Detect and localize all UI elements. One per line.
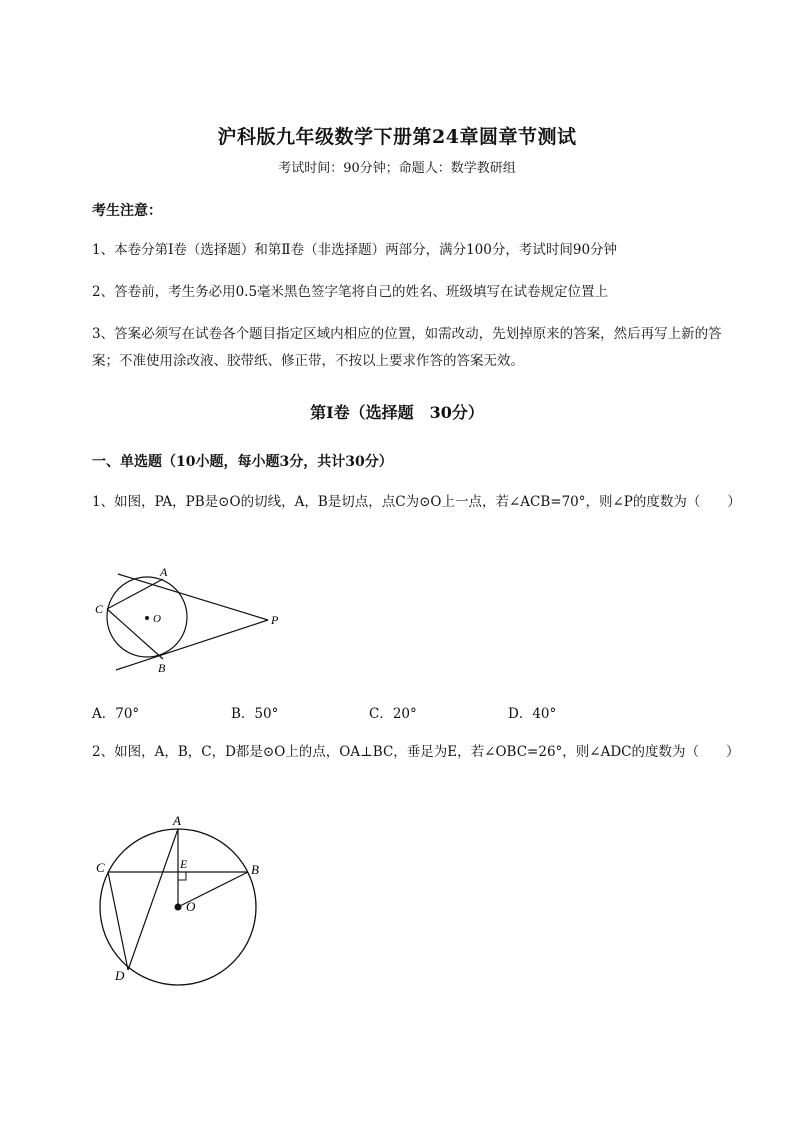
segment-ad	[128, 829, 178, 970]
notice-heading: 考生注意：	[92, 203, 162, 219]
label-o: O	[153, 613, 161, 625]
label-a: A	[160, 565, 168, 579]
section-title: 第I卷（选择题 30分）	[310, 403, 484, 422]
label-b: B	[158, 661, 166, 675]
q1-option-b: B．50°	[231, 706, 279, 722]
right-angle-mark	[178, 872, 186, 880]
label-e: E	[180, 857, 188, 871]
center-point	[175, 904, 182, 911]
notice-item-1: 1、本卷分第I卷（选择题）和第Ⅱ卷（非选择题）两部分，满分100分，考试时间90分钟	[92, 242, 618, 258]
label-c: C	[96, 860, 105, 875]
q1-option-a: A．70°	[92, 706, 140, 722]
notice-item-3: 3、答案必须写在试卷各个题目指定区域内相应的位置，如需改动，先划掉原来的答案，然后再写上新的答案；不准使用涂改液、胶带纸、修正带，不按以上要求作答的答案无效。	[92, 326, 722, 369]
tangent-line-pb	[116, 620, 268, 670]
exam-info: 考试时间：90分钟；命题人：数学教研组	[278, 161, 516, 176]
label-p: P	[271, 613, 279, 627]
question-type-heading: 一、单选题（10小题，每小题3分，共计30分）	[92, 454, 393, 470]
page-title: 沪科版九年级数学下册第24章圆章节测试	[217, 126, 577, 148]
label-a: A	[173, 813, 181, 828]
label-o: O	[186, 899, 196, 914]
question-1-text: 1、如图，PA，PB是⊙O的切线，A，B是切点，点C为⊙O上一点，若∠ACB=70°，则∠P的度数为（ ）	[92, 494, 741, 510]
q1-option-d: D．40°	[508, 706, 557, 722]
notice-item-2: 2、答卷前，考生务必用0.5毫米黑色签字笔将自己的姓名、班级填写在试卷规定位置上	[92, 284, 609, 300]
question-2-figure	[88, 810, 278, 995]
segment-cd	[108, 872, 128, 970]
label-d: D	[115, 968, 125, 983]
label-c: C	[95, 602, 104, 616]
center-point	[145, 616, 149, 620]
q1-option-c: C．20°	[369, 706, 417, 722]
label-b: B	[251, 862, 259, 877]
question-2-text: 2、如图，A，B，C，D都是⊙O上的点，OA⊥BC，垂足为E，若∠OBC=26°，则∠ADC的度数为（ ）	[92, 744, 740, 760]
question-1-figure	[88, 560, 288, 680]
tangent-line-pa	[118, 574, 268, 620]
chord-ca	[107, 579, 163, 609]
